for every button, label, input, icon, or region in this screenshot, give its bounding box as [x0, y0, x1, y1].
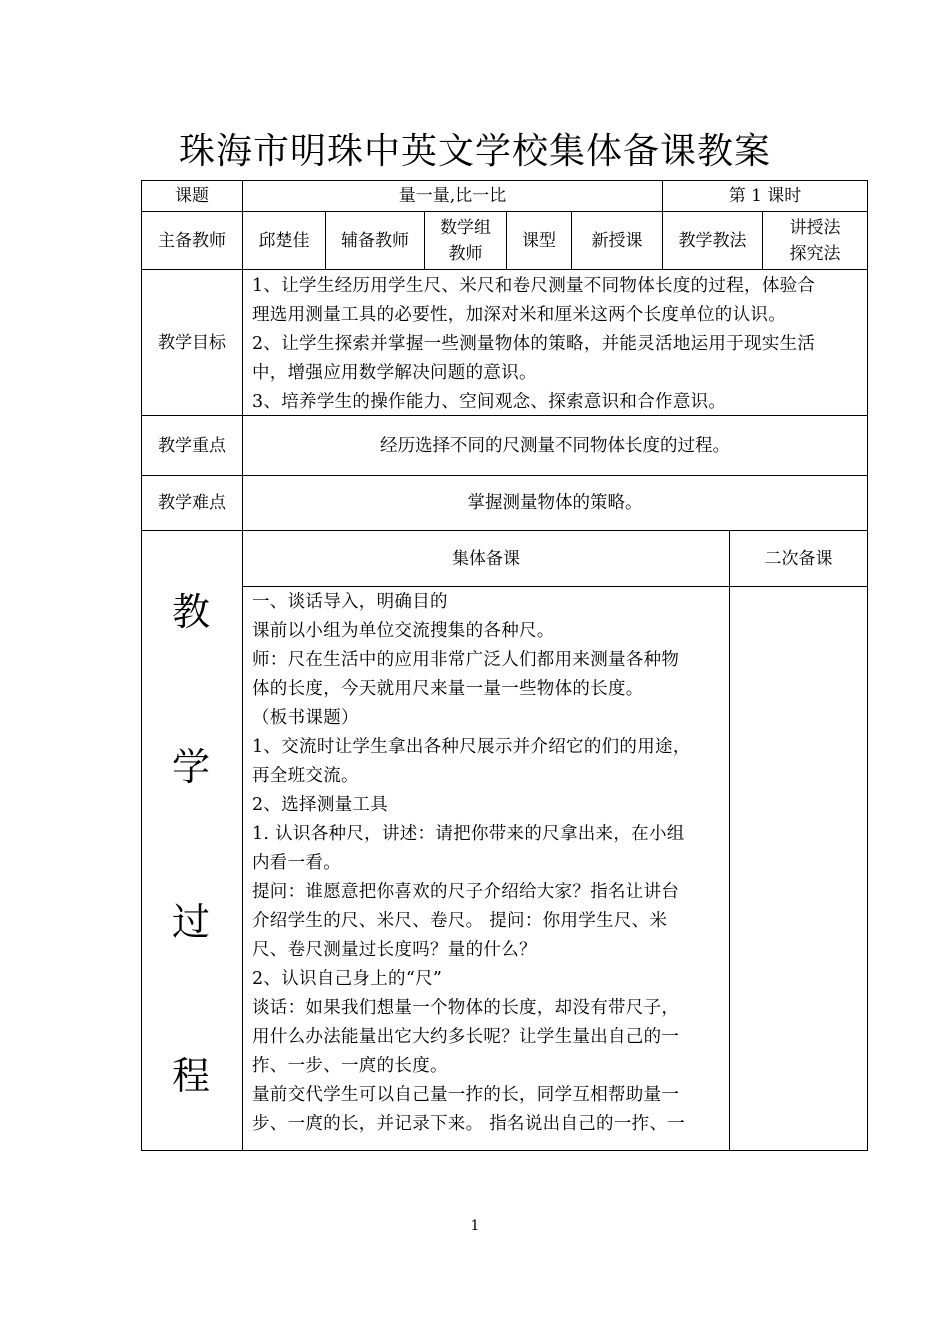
document-title: 珠海市明珠中英文学校集体备课教案 [178, 131, 771, 172]
assist-teacher-line: 教师 [448, 243, 483, 264]
main-teacher-value: 邱楚佳 [258, 230, 310, 251]
table-border [141, 269, 868, 270]
process-line: 谈话：如果我们想量一个物体的长度，却没有带尺子， [252, 998, 680, 1018]
table-border [242, 586, 868, 587]
process-line: （板书课题） [252, 708, 359, 728]
objective-line: 中，增强应用数学解决问题的意识。 [252, 363, 537, 383]
process-line: 尺、卷尺测量过长度吗？量的什么？ [252, 940, 537, 960]
process-line: 1. 认识各种尺，讲述：请把你带来的尺拿出来，在小组 [252, 824, 685, 844]
difficulty-label: 教学难点 [158, 493, 226, 513]
process-line: 体的长度，今天就用尺来量一量一些物体的长度。 [252, 679, 644, 699]
topic-value: 量一量,比一比 [398, 186, 507, 206]
teaching-method-line: 探究法 [789, 243, 841, 264]
process-line: 课前以小组为单位交流搜集的各种尺。 [252, 621, 555, 641]
table-border [242, 180, 243, 1151]
key-point-label: 教学重点 [158, 435, 226, 456]
process-label-char: 程 [172, 1054, 211, 1098]
teaching-method-line: 讲授法 [789, 217, 841, 238]
process-line: 2、选择测量工具 [252, 795, 389, 815]
table-border [867, 180, 868, 1151]
process-text [252, 588, 691, 1139]
process-label-char: 教 [172, 590, 211, 634]
table-border [729, 530, 730, 1151]
lesson-type-label: 课型 [522, 230, 556, 251]
table-border [141, 1150, 868, 1151]
process-line: 内看一看。 [252, 853, 341, 873]
process-line: 师：尺在生活中的应用非常广泛人们都用来测量各种物 [252, 650, 680, 670]
process-line: 量前交代学生可以自己量一拃的长，同学互相帮助量一 [252, 1085, 680, 1105]
process-line: 步、一庹的长，并记录下来。 指名说出自己的一拃、一 [252, 1114, 686, 1134]
key-point-text: 经历选择不同的尺测量不同物体长度的过程。 [380, 435, 730, 456]
objective-line: 2、让学生探索并掌握一些测量物体的策略，并能灵活地运用于现实生活 [252, 334, 816, 354]
assist-teacher-value [425, 212, 506, 269]
assist-teacher-label: 辅备教师 [341, 230, 409, 251]
lesson-number: 第 1 课时 [728, 186, 802, 206]
objective-line: 理选用测量工具的必要性，加深对米和厘米这两个长度单位的认识。 [252, 305, 786, 325]
teaching-method-value [763, 212, 867, 269]
topic-label: 课题 [175, 186, 209, 206]
main-teacher-label: 主备教师 [158, 230, 226, 251]
second-prep-header: 二次备课 [764, 548, 833, 569]
process-line: 再全班交流。 [252, 766, 359, 786]
assist-teacher-line: 数学组 [440, 217, 491, 238]
page-number: 1 [470, 1218, 480, 1234]
process-line: 介绍学生的尺、米尺、卷尺。 提问：你用学生尺、米 [252, 911, 668, 931]
lesson-type-value: 新授课 [591, 230, 643, 251]
process-line: 提问：谁愿意把你喜欢的尺子介绍给大家？指名让讲台 [252, 882, 680, 902]
objectives-text [252, 272, 815, 417]
teaching-method-label: 教学教法 [678, 230, 747, 251]
process-line: 拃、一步、一庹的长度。 [252, 1056, 448, 1076]
collective-prep-header: 集体备课 [452, 548, 520, 569]
process-line: 2、认识自己身上的“尺” [252, 969, 443, 989]
objective-line: 1、让学生经历用学生尺、米尺和卷尺测量不同物体长度的过程，体验合 [252, 276, 816, 296]
process-label-char: 过 [172, 900, 211, 944]
process-label-char: 学 [172, 745, 211, 789]
objective-line: 3、培养学生的操作能力、空间观念、探索意识和合作意识。 [252, 392, 727, 412]
difficulty-text: 掌握测量物体的策略。 [467, 493, 643, 513]
objectives-label: 教学目标 [158, 332, 226, 353]
process-line: 一、谈话导入，明确目的 [252, 592, 448, 612]
process-line: 用什么办法能量出它大约多长呢？让学生量出自己的一 [252, 1027, 680, 1047]
process-line: 1、交流时让学生拿出各种尺展示并介绍它的们的用途， [252, 737, 691, 757]
